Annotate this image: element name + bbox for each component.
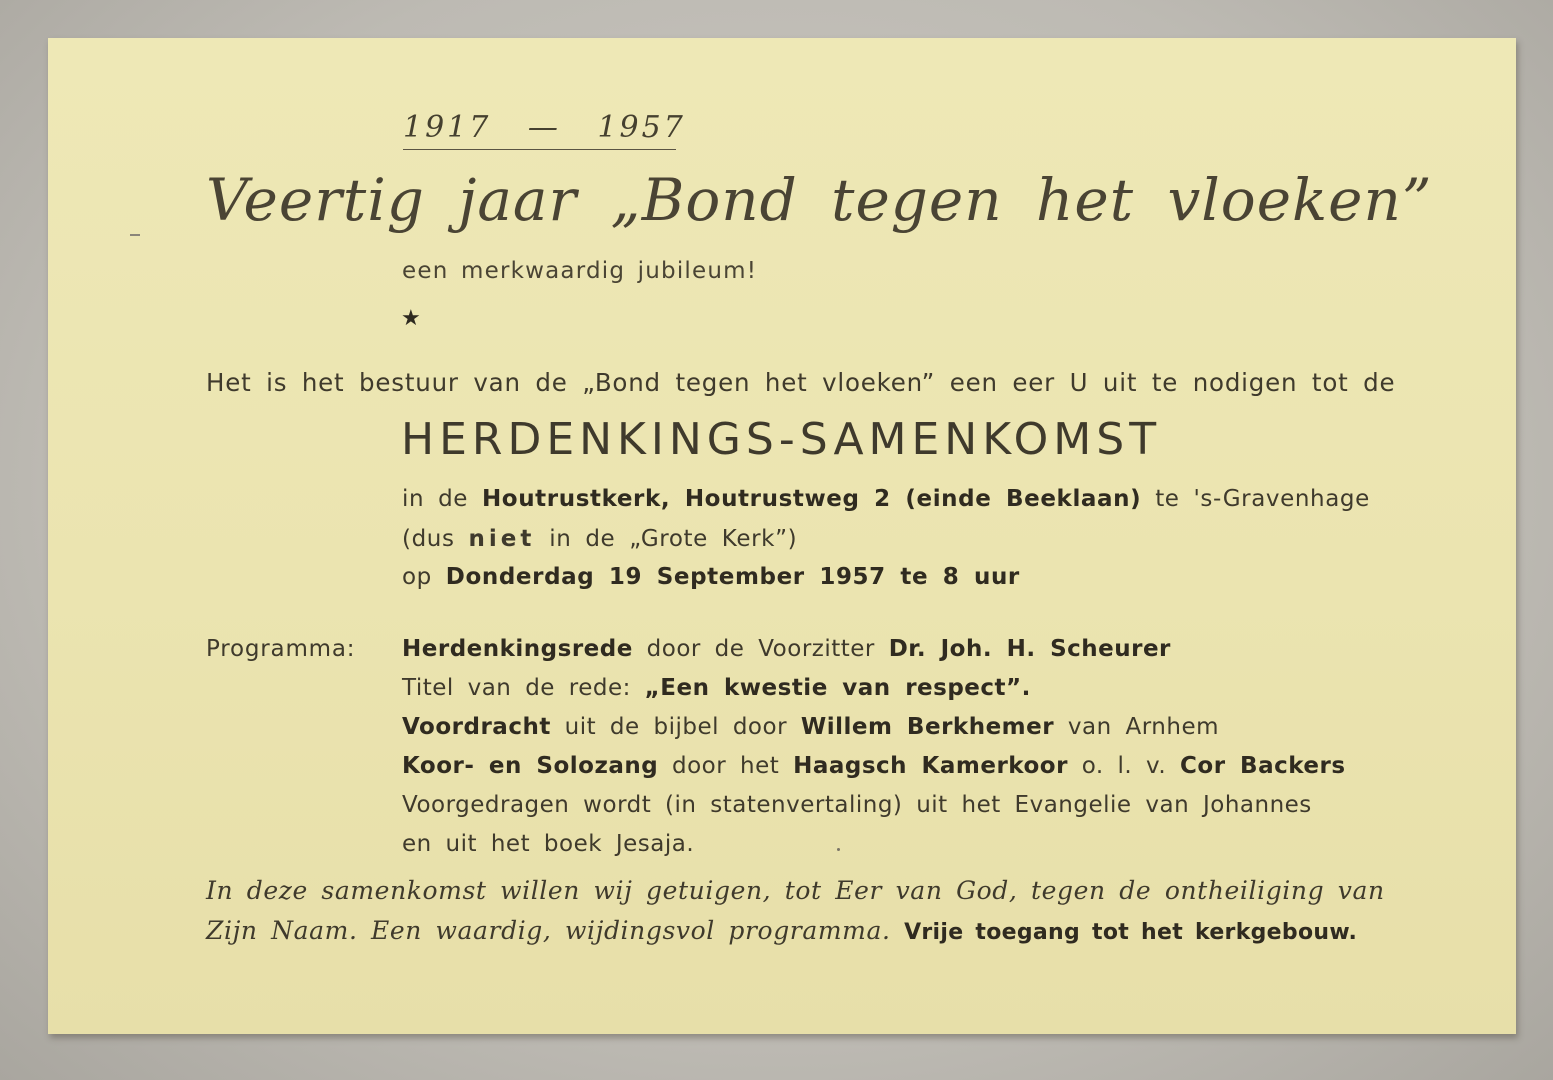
programme-item-title: Voordracht bbox=[402, 714, 551, 740]
church-address: Houtrustkerk, Houtrustweg 2 (einde Beeklaan) bbox=[481, 486, 1142, 512]
note-open: (dus bbox=[402, 526, 455, 552]
programme-item: en uit het boek Jesaja. bbox=[402, 831, 695, 857]
date-prefix: op bbox=[402, 564, 432, 590]
programme-item-text: door de Voorzitter bbox=[646, 636, 875, 662]
location-note bbox=[402, 526, 797, 552]
programme-item bbox=[402, 714, 1219, 740]
programme-item-title: Koor- en Solozang bbox=[402, 753, 659, 779]
programme-item-text: o. l. v. bbox=[1081, 753, 1167, 779]
date-line bbox=[402, 564, 1020, 590]
closing-line: In deze samenkomst willen wij getuigen, tot Eer van God, tegen de ontheiliging van bbox=[206, 876, 1385, 905]
location-line bbox=[402, 486, 1370, 512]
programme-item bbox=[402, 753, 1346, 779]
note-emphasis: niet bbox=[468, 526, 536, 552]
star-icon: ★ bbox=[401, 306, 421, 331]
backdrop-mark bbox=[130, 234, 140, 236]
free-admission-note: Vrije toegang tot het kerkgebouw. bbox=[904, 920, 1358, 945]
reciter-name: Willem Berkhemer bbox=[800, 714, 1055, 740]
invitation-card bbox=[48, 38, 1516, 1034]
programme-item bbox=[402, 675, 1031, 701]
event-title: HERDENKINGS-SAMENKOMST bbox=[401, 414, 1162, 465]
year-end: 1957 bbox=[597, 110, 686, 145]
speech-title: „Een kwestie van respect”. bbox=[644, 675, 1031, 701]
speaker-name: Dr. Joh. H. Scheurer bbox=[888, 636, 1171, 662]
year-separator: — bbox=[527, 110, 561, 145]
programme-item: Voorgedragen wordt (in statenvertaling) uit het Evangelie van Johannes bbox=[402, 792, 1312, 818]
year-start: 1917 bbox=[403, 110, 492, 145]
note-rest: in de „Grote Kerk”) bbox=[549, 526, 798, 552]
programme-item-text: Titel van de rede: bbox=[402, 675, 631, 701]
jubilee-years bbox=[403, 110, 686, 150]
programme-label: Programma: bbox=[206, 636, 356, 662]
programme-item-text: uit de bijbel door bbox=[564, 714, 788, 740]
closing-text: Zijn Naam. Een waardig, wijdingsvol programma. bbox=[206, 916, 891, 945]
programme-item-text: van Arnhem bbox=[1067, 714, 1219, 740]
location-prefix: in de bbox=[402, 486, 469, 512]
city-name: 's-Gravenhage bbox=[1193, 486, 1370, 512]
programme-item-text: door het bbox=[672, 753, 780, 779]
choir-name: Haagsch Kamerkoor bbox=[793, 753, 1068, 779]
paper-speck bbox=[837, 848, 840, 851]
subtitle: een merkwaardig jubileum! bbox=[402, 258, 758, 284]
city-prefix: te bbox=[1155, 486, 1180, 512]
main-title: Veertig jaar „Bond tegen het vloeken” bbox=[206, 166, 1433, 234]
event-date: Donderdag 19 September 1957 te 8 uur bbox=[445, 564, 1020, 590]
closing-line bbox=[206, 916, 1357, 945]
programme-item-title: Herdenkingsrede bbox=[402, 636, 633, 662]
programme-item bbox=[402, 636, 1171, 662]
invitation-text: Het is het bestuur van de „Bond tegen het vloeken” een eer U uit te nodigen tot de bbox=[206, 368, 1396, 397]
conductor-name: Cor Backers bbox=[1180, 753, 1346, 779]
